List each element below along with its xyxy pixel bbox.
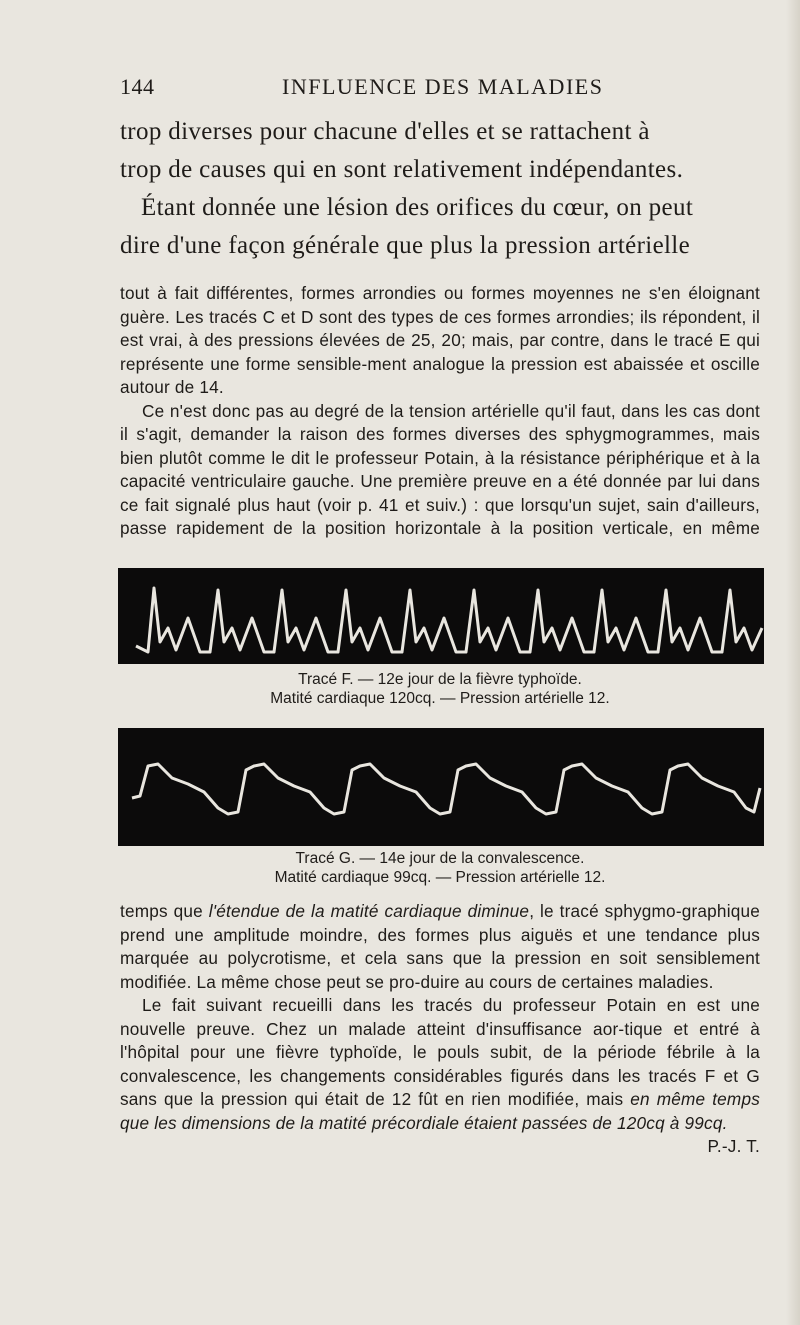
page-number: 144 xyxy=(120,74,155,99)
page-header xyxy=(120,74,720,110)
intro-line: dire d'une façon générale que plus la pression artérielle xyxy=(120,232,691,259)
paragraph: Ce n'est donc pas au degré de la tension artérielle qu'il faut, dans les cas dont il s'agit, demander la raison des formes diverses des sphygmogrammes, mais bien plutôt comme le dit le professeur Potain, à la résistance périphérique et à la capacité ventriculaire gauche. Une première preuve en a été donnée par lui dans ce fait signalé plus haut (voir p. 41 et suiv.) : que lorsqu'un sujet, sain d'ailleurs, passe rapidement de la position horizontale à la position verticale, en même xyxy=(120,400,760,538)
emphasis: l'étendue de la matité cardiaque diminue xyxy=(208,901,530,921)
text-run: Le fait suivant recueilli dans les tracés du professeur Potain en est une nouvelle preuve. Chez un malade atteint d'insuffisance aor-tique et entré à l'hôpital pour une fièvre typhoïde, le pouls subit, de la période fébrile à la convalescence, les changements considérables figurés dans les tracés F et G sans que la pression qui était de 12 fût en rien modifiée, mais xyxy=(120,995,760,1109)
text-run: temps que xyxy=(120,901,209,921)
text-run: , le tracé sphygmo-graphique prend une amplitude moindre, des formes plus aiguës et une tendance plus marquée au polycrotisme, et cela sans que la pression en soit sensiblement modifiée. La même chose peut se pro-duire au cours de certaines maladies. xyxy=(120,901,760,992)
paragraph: tout à fait différentes, formes arrondies ou formes moyennes ne s'en éloignant guère. Les tracés C et D sont des types de ces formes arrondies; ils répondent, il est vrai, à des pressions élevées de 25, 20; mais, par contre, dans le tracé E qui représente une forme sensible-ment analogue la pression est abaissée et oscille autour de 14. xyxy=(120,283,760,397)
figure-f-caption xyxy=(120,670,760,708)
intro-line: trop de causes qui en sont relativement indépendantes. xyxy=(120,156,684,183)
sphygmogram-trace-f xyxy=(118,568,764,664)
trace-f-waveform xyxy=(118,568,764,664)
body-text-top xyxy=(120,282,760,541)
caption-line: Tracé F. — 12e jour de la fièvre typhoïde. xyxy=(298,671,582,688)
figure-g-caption xyxy=(120,849,760,887)
running-title: INFLUENCE DES MALADIES xyxy=(282,74,604,99)
caption-line: Matité cardiaque 99cq. — Pression artérielle 12. xyxy=(274,869,606,886)
sphygmogram-trace-g xyxy=(118,728,764,846)
trace-g-waveform xyxy=(118,728,764,846)
intro-line: Étant donnée une lésion des orifices du cœur, on peut xyxy=(141,194,694,221)
paragraph xyxy=(120,994,760,1156)
caption-line: Matité cardiaque 120cq. — Pression artérielle 12. xyxy=(270,690,610,707)
paragraph xyxy=(120,900,760,994)
body-text-bottom xyxy=(120,900,760,1159)
caption-line: Tracé G. — 14e jour de la convalescence. xyxy=(295,850,585,867)
intro-line: trop diverses pour chacune d'elles et se rattachent à xyxy=(120,118,650,145)
author-signature: P.-J. T. xyxy=(707,1136,760,1156)
emphasis: en même temps que les dimensions de la matité précordiale étaient passées de 120cq à 99cq. xyxy=(120,1089,760,1133)
page-edge-shadow xyxy=(786,0,800,1325)
